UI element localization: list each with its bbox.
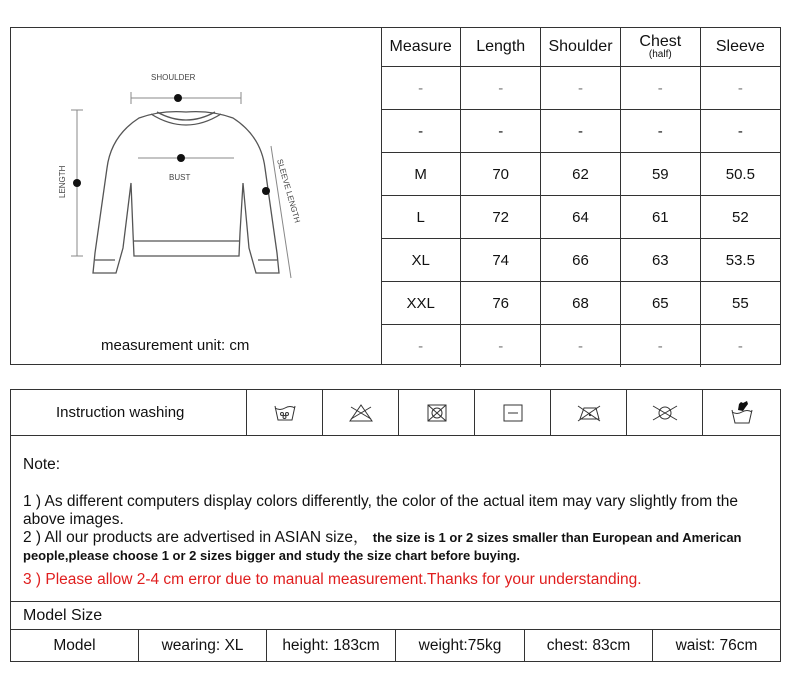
table-cell: 59: [620, 153, 700, 196]
table-cell: -: [620, 325, 700, 368]
table-cell: -: [381, 110, 461, 153]
table-cell: -: [541, 67, 621, 110]
table-cell: 72: [461, 196, 541, 239]
notes: [23, 456, 773, 589]
table-cell: 61: [620, 196, 700, 239]
no-tumble-dry-icon: [399, 390, 475, 435]
note-2-b: the size is 1 or 2 sizes smaller than European and American people,please choose 1 or 2 sizes bigger and study the size chart before buying.: [23, 530, 742, 563]
table-cell: XL: [381, 239, 461, 282]
table-cell: -: [461, 67, 541, 110]
table-row: [381, 239, 780, 282]
sweater-diagram: [11, 28, 382, 364]
size-table: [381, 28, 780, 367]
note-2: [23, 529, 773, 565]
table-cell: 64: [541, 196, 621, 239]
table-row: [381, 196, 780, 239]
table-cell: 62: [541, 153, 621, 196]
washing-label: Instruction washing: [11, 390, 247, 435]
table-cell: XXL: [381, 282, 461, 325]
note-2-a: 2 ) All our products are advertised in ASIAN size，: [23, 529, 369, 546]
table-cell: 70: [461, 153, 541, 196]
no-bleach-icon: [323, 390, 399, 435]
table-row: [381, 325, 780, 368]
sweater-illustration: [11, 28, 381, 328]
flat-dry-icon: [475, 390, 551, 435]
sleeve-length-label: SLEEVE LENGTH: [275, 158, 302, 224]
header-measure: Measure: [381, 28, 461, 67]
table-cell: 66: [541, 239, 621, 282]
no-dry-clean-icon: [627, 390, 703, 435]
table-cell: -: [620, 67, 700, 110]
header-chest-sub: (half): [648, 49, 672, 60]
table-cell: 68: [541, 282, 621, 325]
table-cell: 74: [461, 239, 541, 282]
model-cell: weight:75kg: [396, 630, 525, 661]
table-cell: -: [541, 110, 621, 153]
care-and-notes: [10, 389, 781, 662]
table-cell: -: [700, 67, 780, 110]
model-cell: Model: [11, 630, 139, 661]
model-cell: chest: 83cm: [525, 630, 653, 661]
table-cell: 53.5: [700, 239, 780, 282]
table-cell: -: [381, 67, 461, 110]
measurement-unit: measurement unit: cm: [101, 337, 250, 354]
table-cell: -: [700, 325, 780, 368]
table-cell: M: [381, 153, 461, 196]
bust-label: BUST: [169, 173, 191, 182]
header-chest: [620, 28, 700, 67]
model-cell: wearing: XL: [139, 630, 267, 661]
table-cell: 65: [620, 282, 700, 325]
washing-instructions: [11, 390, 780, 436]
table-cell: -: [461, 110, 541, 153]
table-cell: -: [461, 325, 541, 368]
table-cell: -: [700, 110, 780, 153]
table-cell: 50.5: [700, 153, 780, 196]
table-row: [381, 110, 780, 153]
model-cell: waist: 76cm: [675, 636, 758, 654]
note-3: 3 ) Please allow 2-4 cm error due to manual measurement.Thanks for your understanding.: [23, 571, 642, 588]
shoulder-label: SHOULDER: [151, 73, 196, 82]
size-chart: [10, 27, 781, 365]
iron-low-icon: [551, 390, 627, 435]
table-row: [381, 282, 780, 325]
wash-by-hand-icon: [703, 390, 780, 435]
table-cell: 55: [700, 282, 780, 325]
header-chest-label: Chest: [639, 33, 682, 50]
note-title: Note:: [23, 456, 61, 473]
table-cell: -: [541, 325, 621, 368]
hand-wash-icon: [247, 390, 323, 435]
table-cell: L: [381, 196, 461, 239]
header-shoulder: Shoulder: [541, 28, 621, 67]
table-cell: 63: [620, 239, 700, 282]
table-cell: -: [381, 325, 461, 368]
length-label: LENGTH: [58, 165, 67, 198]
table-cell: 52: [700, 196, 780, 239]
note-1: 1 ) As different computers display colors differently, the color of the actual item may vary slightly from the above images.: [23, 493, 739, 528]
model-size-title: Model Size: [11, 601, 780, 630]
model-size-row: [11, 630, 780, 661]
header-length: Length: [461, 28, 541, 67]
table-row: [381, 67, 780, 110]
header-sleeve: Sleeve: [700, 28, 780, 67]
table-cell: 76: [461, 282, 541, 325]
table-cell: -: [620, 110, 700, 153]
model-cell: height: 183cm: [267, 630, 396, 661]
table-header-row: [381, 28, 780, 67]
table-row: [381, 153, 780, 196]
